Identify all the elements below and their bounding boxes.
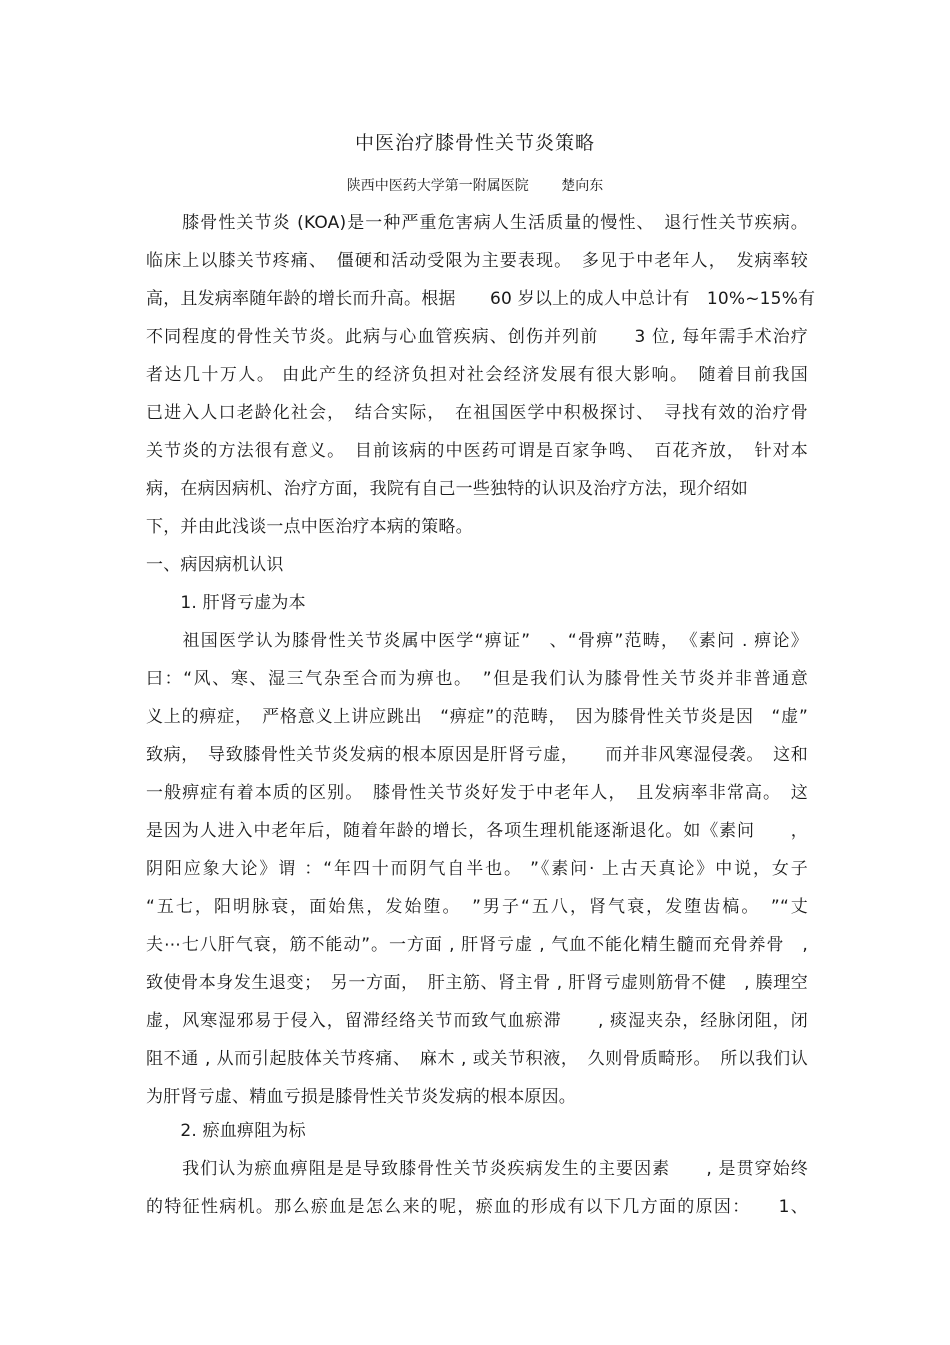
text-line: 祖国医学认为膝骨性关节炎属中医学“痹证” 、“骨痹”范畴， 《素问 . 痹论》: [146, 631, 808, 651]
text-line: 病，在病因病机、治疗方面，我院有自己一些独特的认识及治疗方法，现介绍如: [146, 479, 748, 499]
text-line: “五七，阳明脉衰，面始焦，发始堕。 ”男子“五八，肾气衰，发堕齿槁。 ”“丈: [146, 897, 808, 917]
text-line: 致使骨本身发生退变； 另一方面， 肝主筋、肾主骨 , 肝肾亏虚则筋骨不健 , 腠理空: [146, 973, 808, 993]
author-name: 楚向东: [561, 178, 604, 194]
text-line: 高，且发病率随年龄的增长而升高。根据 60 岁以上的成人中总计有 10%~15%有: [146, 289, 816, 309]
text-line: 一般痹症有着本质的区别。 膝骨性关节炎好发于中老年人， 且发病率非常高。 这: [146, 783, 808, 803]
text-line: 致病， 导致膝骨性关节炎发病的根本原因是肝肾亏虚， 而并非风寒湿侵袭。 这和: [146, 745, 808, 765]
text-line: 阻不通 , 从而引起肢体关节疼痛、 麻木 , 或关节积液， 久则骨质畸形。 所以我们认: [146, 1049, 808, 1069]
institution-name: 陕西中医药大学第一附属医院: [346, 178, 529, 194]
text-line: 曰：“风、寒、湿三气杂至合而为痹也。 ”但是我们认为膝骨性关节炎并非普通意: [146, 669, 808, 689]
text-line: 夫⋯七八肝气衰，筋不能动”。一方面 , 肝肾亏虚 , 气血不能化精生髓而充骨养骨 ,: [146, 935, 808, 955]
text-line: 为肝肾亏虚、精血亏损是膝骨性关节炎发病的根本原因。: [146, 1087, 576, 1107]
page-title: 中医治疗膝骨性关节炎策略: [354, 132, 595, 154]
text-line: 者达几十万人。 由此产生的经济负担对社会经济发展有很大影响。 随着目前我国: [146, 365, 808, 385]
text-line: 我们认为瘀血痹阻是是导致膝骨性关节炎疾病发生的主要因素 , 是贯穿始终: [146, 1159, 808, 1179]
text-line: 是因为人进入中老年后，随着年龄的增长，各项生理机能逐渐退化。如《素问 ，: [146, 821, 808, 841]
text-line: 下，并由此浅谈一点中医治疗本病的策略。: [146, 517, 473, 537]
text-line: 关节炎的方法很有意义。 目前该病的中医药可谓是百家争鸣、 百花齐放， 针对本: [146, 441, 808, 461]
text-line: 已进入人口老龄化社会， 结合实际， 在祖国医学中积极探讨、 寻找有效的治疗骨: [146, 403, 808, 423]
text-line: 1. 肝肾亏虚为本: [146, 593, 306, 613]
byline: [0, 177, 950, 195]
text-line: 阴阳应象大论》谓 ：“年四十而阴气自半也。 ”《素问· 上古天真论》中说，女子: [146, 859, 808, 879]
text-line: 一、病因病机认识: [146, 555, 284, 575]
text-line: 2. 瘀血痹阻为标: [146, 1121, 306, 1141]
text-line: 临床上以膝关节疼痛、 僵硬和活动受限为主要表现。 多见于中老年人， 发病率较: [146, 251, 808, 271]
text-line: 的特征性病机。那么瘀血是怎么来的呢，瘀血的形成有以下几方面的原因： 1、: [146, 1197, 808, 1217]
text-line: 膝骨性关节炎 (KOA)是一种严重危害病人生活质量的慢性、 退行性关节疾病。: [146, 213, 808, 233]
text-line: 义上的痹症， 严格意义上讲应跳出 “痹症”的范畴， 因为膝骨性关节炎是因 “虚”: [146, 707, 808, 727]
text-line: 不同程度的骨性关节炎。此病与心血管疾病、创伤并列前 3 位, 每年需手术治疗: [146, 327, 808, 347]
text-line: 虚，风寒湿邪易于侵入，留滞经络关节而致气血瘀滞 , 痰湿夹杂，经脉闭阻，闭: [146, 1011, 808, 1031]
